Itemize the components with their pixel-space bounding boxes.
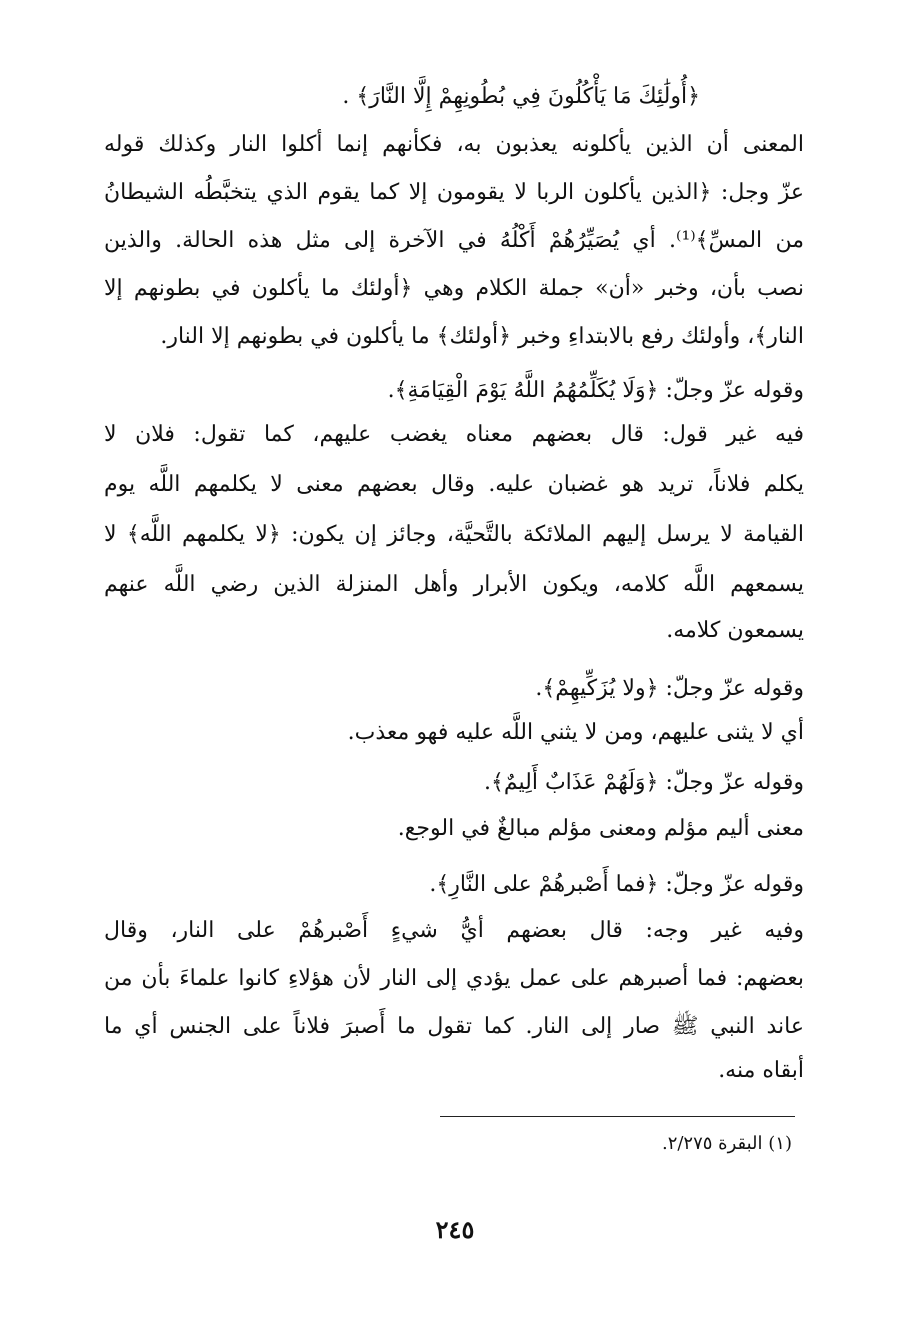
text-line: وقوله عزّ وجلّ: ﴿فما أَصْبرهُمْ على النَّارِ﴾. xyxy=(429,872,804,897)
text-line: يسمعون كلامه. xyxy=(666,618,804,643)
text-line: القيامة لا يرسل إليهم الملائكة بالتَّحيَّة، وجائز إن يكون: ﴿لا يكلمهم اللَّه﴾ لا xyxy=(104,522,804,547)
text-line: فيه غير قول: قال بعضهم معناه يغضب عليهم، كما تقول: فلان لا xyxy=(104,422,804,447)
text-line: وقوله عزّ وجلّ: ﴿وَلَهُمْ عَذَابٌ أَلِيمٌ﴾. xyxy=(483,770,804,795)
footnote-separator xyxy=(440,1116,795,1117)
text-line: ﴿أُولَٰئِكَ مَا يَأْكُلُونَ فِي بُطُونِهِمْ إِلَّا النَّارَ﴾ . xyxy=(342,84,700,109)
text-line: نصب بأن، وخبر «أن» جملة الكلام وهي ﴿أولئك ما يأكلون في بطونهم إلا xyxy=(104,276,804,301)
text-line: من المسِّ﴾⁽¹⁾. أي يُصَيِّرُهُمْ أَكْلُهُ في الآخرة إلى مثل هذه الحالة. والذين xyxy=(104,228,804,253)
text-line: وقوله عزّ وجلّ: ﴿وَلَا يُكَلِّمُهُمُ اللَّهُ يَوْمَ الْقِيَامَةِ﴾. xyxy=(387,378,804,403)
text-line: النار﴾، وأولئك رفع بالابتداءِ وخبر ﴿أولئك﴾ ما يأكلون في بطونهم إلا النار. xyxy=(160,324,804,349)
text-line: أبقاه منه. xyxy=(718,1058,804,1083)
text-line: أي لا يثنى عليهم، ومن لا يثني اللَّه عليه فهو معذب. xyxy=(347,720,804,745)
text-line: وقوله عزّ وجلّ: ﴿ولا يُزَكِّيهِمْ﴾. xyxy=(535,676,804,701)
text-line: عاند النبي ﷺ صار إلى النار. كما تقول ما أَصبرَ فلاناً على الجنس أي ما xyxy=(104,1014,804,1039)
page-number: ٢٤٥ xyxy=(435,1215,475,1244)
text-line: يسمعهم اللَّه كلامه، ويكون الأبرار وأهل المنزلة الذين رضي اللَّه عنهم xyxy=(104,572,804,597)
text-line: بعضهم: فما أصبرهم على عمل يؤدي إلى النار لأن هؤلاءِ كانوا علماءَ بأن من xyxy=(104,966,804,991)
text-line: وفيه غير وجه: قال بعضهم أيُّ شيءٍ أَصْبرهُمْ على النار، وقال xyxy=(104,918,804,943)
text-line: عزّ وجل: ﴿الذين يأكلون الربا لا يقومون إلا كما يقوم الذي يتخبَّطُه الشيطانُ xyxy=(104,180,804,205)
text-line: يكلم فلاناً، تريد هو غضبان عليه. وقال بعضهم معنى لا يكلمهم اللَّه يوم xyxy=(104,472,804,497)
text-line: معنى أليم مؤلم ومعنى مؤلم مبالغٌ في الوجع. xyxy=(397,816,804,841)
footnote: (١) البقرة ٢/٢٧٥. xyxy=(661,1133,792,1154)
text-line: المعنى أن الذين يأكلونه يعذبون به، فكأنهم إنما أكلوا النار وكذلك قوله xyxy=(104,132,804,157)
